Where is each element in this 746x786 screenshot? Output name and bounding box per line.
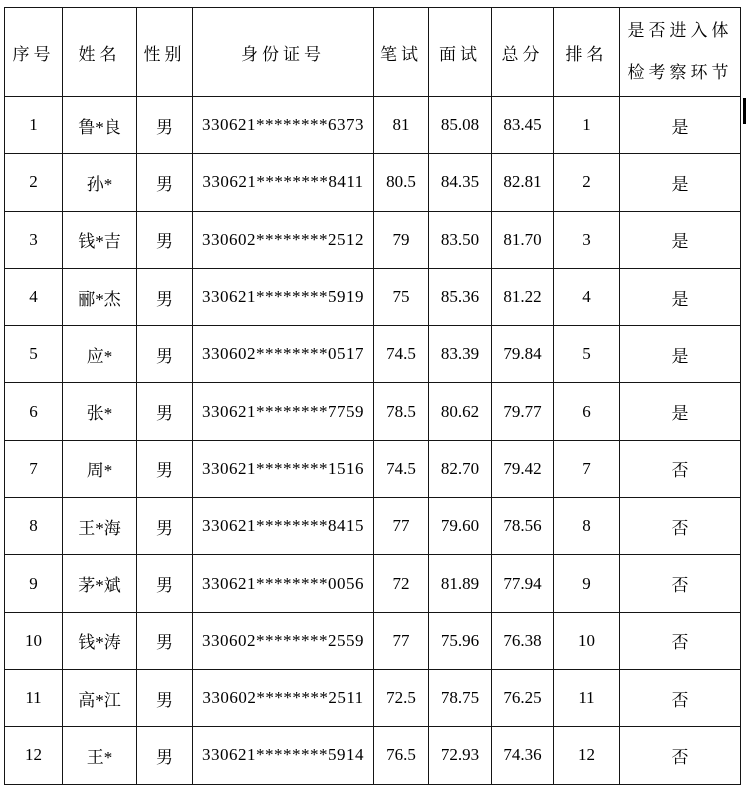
table-cell-name: 孙* [63,154,137,211]
table-cell-id-number: 330621********1516 [193,440,374,497]
table-cell-written-score: 72.5 [374,669,429,726]
table-cell-id-number: 330621********6373 [193,97,374,154]
table-cell-total-score: 82.81 [492,154,554,211]
table-cell-name: 钱*吉 [63,211,137,268]
column-header-interview-score: 面试 [429,8,492,97]
table-cell-name: 王*海 [63,498,137,555]
table-row [5,268,741,325]
table-cell-total-score: 78.56 [492,498,554,555]
table-cell-total-score: 79.42 [492,440,554,497]
table-cell-gender: 男 [137,612,193,669]
table-cell-id-number: 330621********8411 [193,154,374,211]
table-body [5,97,741,785]
table-cell-total-score: 79.77 [492,383,554,440]
table-cell-interview-score: 81.89 [429,555,492,612]
table-cell-rank: 9 [554,555,620,612]
table-cell-rank: 3 [554,211,620,268]
table-cell-interview-score: 72.93 [429,727,492,784]
table-cell-name: 张* [63,383,137,440]
table-cell-gender: 男 [137,727,193,784]
table-cell-total-score: 81.22 [492,268,554,325]
table-cell-id-number: 330621********8415 [193,498,374,555]
table-cell-written-score: 74.5 [374,326,429,383]
table-cell-gender: 男 [137,268,193,325]
table-cell-interview-score: 83.39 [429,326,492,383]
table-cell-interview-score: 80.62 [429,383,492,440]
table-row [5,97,741,154]
table-row [5,669,741,726]
table-cell-rank: 7 [554,440,620,497]
table-cell-index: 5 [5,326,63,383]
table-cell-id-number: 330621********5914 [193,727,374,784]
table-cell-rank: 1 [554,97,620,154]
table-cell-rank: 5 [554,326,620,383]
table-cell-index: 11 [5,669,63,726]
table-cell-index: 9 [5,555,63,612]
table-cell-total-score: 83.45 [492,97,554,154]
table-cell-index: 8 [5,498,63,555]
table-cell-index: 2 [5,154,63,211]
table-cell-enter-medical-inspection: 是 [620,97,741,154]
table-cell-enter-medical-inspection: 是 [620,154,741,211]
table-cell-id-number: 330621********0056 [193,555,374,612]
table-cell-written-score: 78.5 [374,383,429,440]
table-cell-name: 王* [63,727,137,784]
table-row [5,555,741,612]
table-row [5,211,741,268]
table-cell-total-score: 81.70 [492,211,554,268]
table-row [5,612,741,669]
candidate-score-table [4,7,741,785]
table-cell-name: 钱*涛 [63,612,137,669]
table-cell-gender: 男 [137,440,193,497]
table-cell-gender: 男 [137,97,193,154]
table-cell-index: 6 [5,383,63,440]
table-cell-index: 12 [5,727,63,784]
table-row [5,498,741,555]
table-cell-rank: 10 [554,612,620,669]
column-header-enter-medical-inspection [620,8,741,97]
column-header-id-number: 身份证号 [193,8,374,97]
table-cell-index: 1 [5,97,63,154]
table-cell-interview-score: 84.35 [429,154,492,211]
table-cell-enter-medical-inspection: 否 [620,669,741,726]
table-cell-total-score: 76.25 [492,669,554,726]
column-header-index: 序号 [5,8,63,97]
table-cell-total-score: 76.38 [492,612,554,669]
table-cell-enter-medical-inspection: 是 [620,383,741,440]
table-cell-enter-medical-inspection: 是 [620,326,741,383]
column-header-rank: 排名 [554,8,620,97]
column-header-gender: 性别 [137,8,193,97]
table-cell-written-score: 77 [374,612,429,669]
table-cell-interview-score: 78.75 [429,669,492,726]
table-cell-rank: 11 [554,669,620,726]
table-cell-rank: 12 [554,727,620,784]
table-cell-interview-score: 85.36 [429,268,492,325]
table-cell-name: 鲁*良 [63,97,137,154]
table-row [5,383,741,440]
table-cell-rank: 4 [554,268,620,325]
table-cell-name: 郦*杰 [63,268,137,325]
table-cell-enter-medical-inspection: 否 [620,555,741,612]
table-cell-written-score: 74.5 [374,440,429,497]
table-cell-total-score: 79.84 [492,326,554,383]
column-header-name: 姓名 [63,8,137,97]
table-row [5,326,741,383]
table-cell-interview-score: 85.08 [429,97,492,154]
header-row [5,8,741,97]
table-cell-written-score: 79 [374,211,429,268]
table-cell-written-score: 81 [374,97,429,154]
table-cell-written-score: 72 [374,555,429,612]
table-cell-enter-medical-inspection: 否 [620,727,741,784]
table-cell-id-number: 330602********2511 [193,669,374,726]
table-row [5,154,741,211]
table-cell-enter-medical-inspection: 否 [620,498,741,555]
table-cell-index: 4 [5,268,63,325]
table-cell-index: 3 [5,211,63,268]
column-header-enter-medical-inspection-label: 是否进入体检考察环节 [627,21,733,82]
table-cell-interview-score: 83.50 [429,211,492,268]
table-cell-index: 10 [5,612,63,669]
table-header [5,8,741,97]
table-cell-id-number: 330602********0517 [193,326,374,383]
table-cell-gender: 男 [137,498,193,555]
table-cell-id-number: 330602********2559 [193,612,374,669]
table-cell-interview-score: 79.60 [429,498,492,555]
table-cell-enter-medical-inspection: 是 [620,211,741,268]
table-cell-gender: 男 [137,154,193,211]
table-cell-total-score: 77.94 [492,555,554,612]
column-header-written-score: 笔试 [374,8,429,97]
table-cell-name: 高*江 [63,669,137,726]
table-cell-written-score: 75 [374,268,429,325]
table-cell-gender: 男 [137,669,193,726]
table-row [5,727,741,784]
table-cell-rank: 2 [554,154,620,211]
table-cell-id-number: 330621********5919 [193,268,374,325]
table-row [5,440,741,497]
table-cell-interview-score: 82.70 [429,440,492,497]
table-cell-rank: 6 [554,383,620,440]
table-cell-written-score: 80.5 [374,154,429,211]
table-cell-name: 茅*斌 [63,555,137,612]
table-cell-enter-medical-inspection: 是 [620,268,741,325]
table-cell-enter-medical-inspection: 否 [620,440,741,497]
table-cell-name: 应* [63,326,137,383]
table-cell-name: 周* [63,440,137,497]
table-cell-index: 7 [5,440,63,497]
table-cell-written-score: 76.5 [374,727,429,784]
column-header-total-score: 总分 [492,8,554,97]
table-cell-gender: 男 [137,326,193,383]
table-cell-written-score: 77 [374,498,429,555]
table-cell-id-number: 330621********7759 [193,383,374,440]
table-cell-total-score: 74.36 [492,727,554,784]
table-cell-id-number: 330602********2512 [193,211,374,268]
table-cell-enter-medical-inspection: 否 [620,612,741,669]
table-cell-interview-score: 75.96 [429,612,492,669]
table-cell-gender: 男 [137,555,193,612]
table-cell-rank: 8 [554,498,620,555]
table-cell-gender: 男 [137,383,193,440]
table-cell-gender: 男 [137,211,193,268]
